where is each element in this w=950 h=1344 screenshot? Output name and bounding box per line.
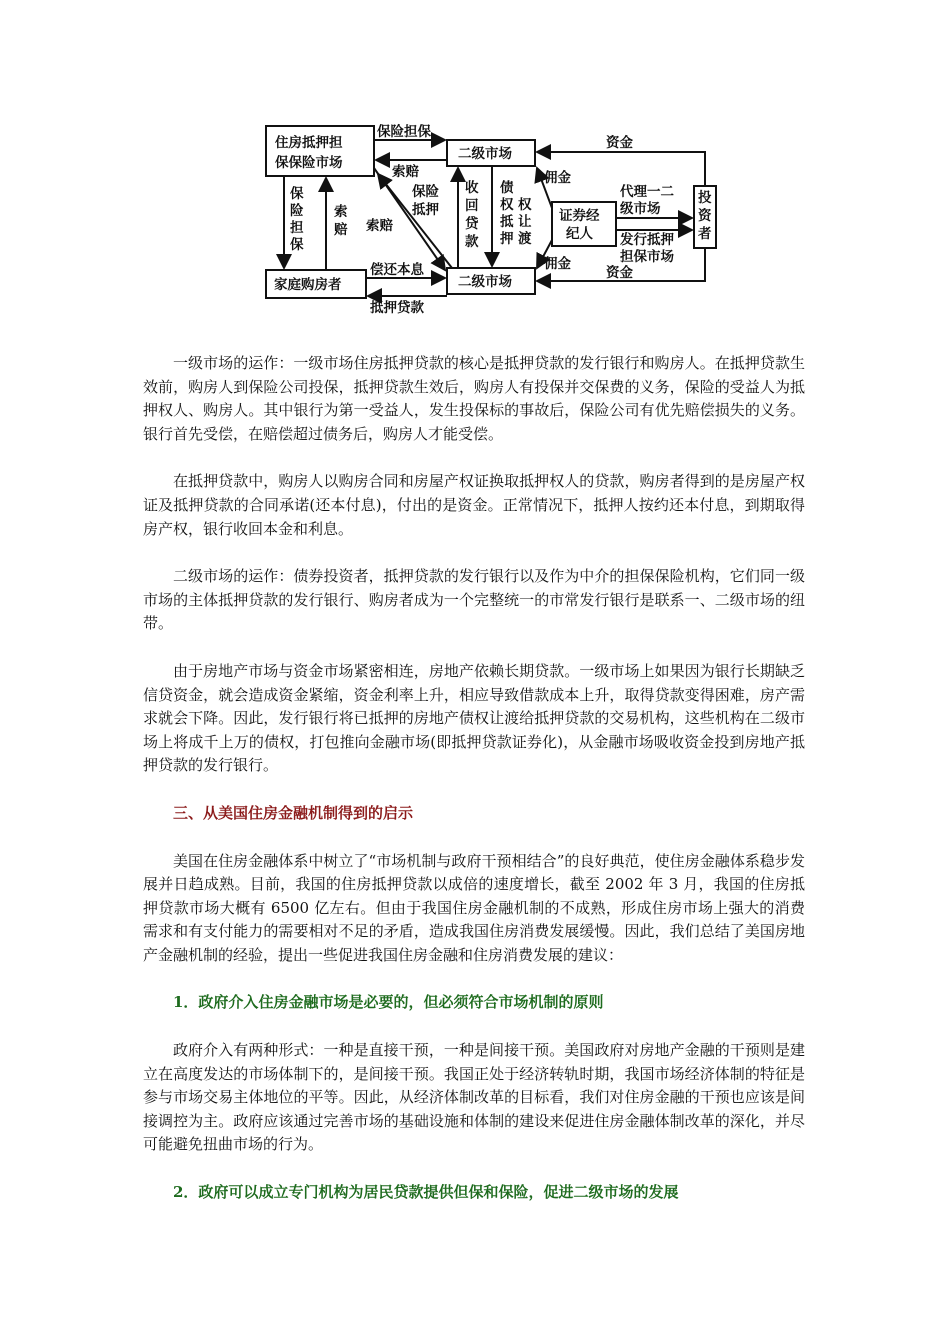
label-claim-diag: 索赔 — [366, 218, 393, 234]
label-fund-bot: 资金 — [606, 265, 633, 281]
label-claim-top: 索赔 — [392, 164, 419, 180]
label-issue-1: 发行抵押 — [620, 232, 674, 248]
investor-label-2: 资 — [698, 208, 712, 224]
paragraph-secondary-market: 二级市场的运作：债券投资者，抵押贷款的发行银行以及作为中介的担保保险机构，它们同一级市场的主体抵押贷款的发行银行、购房者成为一个完整统一的市常发行银行是联系一、二级市场的纽带。 — [143, 567, 805, 633]
label-ins-v-2: 险 — [290, 203, 304, 219]
label-claim-v-2: 赔 — [334, 222, 348, 238]
label-mortgage-loan: 抵押贷款 — [370, 300, 424, 316]
investor-label-3: 者 — [698, 226, 712, 242]
label-ins-diag-2: 抵押 — [412, 202, 439, 218]
label-debt-5: 权 — [518, 197, 532, 213]
subheading-1: 1．政府介入住房金融市场是必要的，但必须符合市场机制的原则 — [173, 993, 604, 1012]
family-buyer-label: 家庭购房者 — [274, 277, 342, 293]
secondary-market-label-top: 二级市场 — [458, 146, 512, 162]
label-collect-1: 收 — [465, 180, 479, 196]
label-fund-top: 资金 — [606, 135, 633, 151]
label-commission-bot: 佣金 — [544, 256, 571, 272]
paragraph-mortgage-loan: 在抵押贷款中，购房人以购房合同和房屋产权证换取抵押权人的贷款，购房者得到的是房屋产权证及抵押贷款的合同承诺(还本付息)，付出的是资金。正常情况下，抵押人按约还本付息，到期取得房产权，银行收回本金和利息。 — [143, 472, 805, 538]
insurance-market-label-2: 保保险市场 — [275, 155, 343, 171]
paragraph-us-model: 美国在住房金融体系中树立了“市场机制与政府干预相结合”的良好典范，使住房金融体系稳步发展并日趋成熟。目前，我国的住房抵押贷款以成倍的速度增长，截至 2002 年 3 月，我国的住房抵押贷款市场大概有 6500 亿左右。但由于我国住房金融机制的不成熟，形成住房市场上强大的消费需求和有支付能力的需要相对不足的矛盾，造成我国住房消费发展缓慢。因此，我们总结了美国房地产金融机制的经验，提出一些促进我国住房金融和住房消费发展的建议： — [143, 851, 805, 964]
paragraph-real-estate-funds: 由于房地产市场与资金市场紧密相连，房地产依赖长期贷款。一级市场上如果因为银行长期缺乏信贷资金，就会造成资金紧缩，资金利率上升，相应导致借款成本上升，取得贷款变得困难，房产需求就会下降。因此，发行银行将已抵押的房地产债权让渡给抵押贷款的交易机构，这些机构在二级市场上将成千上万的债权，打包推向金融市场(即抵押贷款证券化)，从金融市场吸收资金投到房地产抵押贷款的发行银行。 — [143, 661, 805, 775]
label-collect-2: 回 — [465, 198, 479, 214]
document-body — [143, 352, 805, 1229]
label-debt-4: 押 — [500, 231, 514, 247]
label-ins-diag-1: 保险 — [412, 184, 439, 200]
label-agent-2: 级市场 — [620, 201, 661, 217]
label-debt-7: 渡 — [518, 231, 532, 247]
label-debt-3: 抵 — [500, 214, 514, 230]
label-ins-v-4: 保 — [290, 237, 304, 253]
label-agent-1: 代理一二 — [620, 184, 674, 200]
subheading-2: 2．政府可以成立专门机构为居民贷款提供但保和保险，促进二级市场的发展 — [173, 1183, 679, 1202]
label-insurance-guarantee: 保险担保 — [377, 124, 431, 140]
label-claim-v-1: 索 — [334, 204, 348, 220]
label-repay: 偿还本息 — [370, 262, 424, 278]
label-ins-v-3: 担 — [290, 220, 304, 236]
broker-label-1: 证券经 — [559, 208, 600, 224]
primary-market-label: 二级市场 — [458, 274, 512, 290]
broker-label-2: 纪人 — [566, 226, 593, 242]
label-debt-1: 债 — [500, 180, 514, 196]
label-collect-3: 贷 — [465, 216, 479, 232]
investor-label-1: 投 — [698, 190, 712, 206]
label-debt-6: 让 — [518, 214, 532, 230]
insurance-market-label-1: 住房抵押担 — [275, 135, 343, 151]
label-collect-4: 款 — [465, 234, 479, 250]
label-debt-2: 权 — [500, 197, 514, 213]
label-ins-v-1: 保 — [290, 186, 304, 202]
paragraph-government-intervention: 政府介入有两种形式：一种是直接干预，一种是间接干预。美国政府对房地产金融的干预则是建立在高度发达的市场体制下的，是间接干预。我国正处于经济转轨时期，我国市场经济体制的特征是参与市场交易主体地位的平等。因此，从经济体制改革的目标看，我们对住房金融的干预也应该是间接调控为主。政府应该通过完善市场的基础设施和体制的建设来促进住房金融体制改革的深化，并尽可能避免扭曲市场的行为。 — [143, 1041, 805, 1154]
mortgage-market-diagram — [262, 118, 718, 330]
section-heading-3: 三、从美国住房金融机制得到的启示 — [173, 803, 414, 822]
label-issue-2: 担保市场 — [620, 249, 674, 265]
paragraph-primary-market: 一级市场的运作：一级市场住房抵押贷款的核心是抵押贷款的发行银行和购房人。在抵押贷款生效前，购房人到保险公司投保，抵押贷款生效后，购房人有投保并交保费的义务，保险的受益人为抵押权人、购房人。其中银行为第一受益人，发生投保标的事故后，保险公司有优先赔偿损失的义务。银行首先受偿，在赔偿超过债务后，购房人才能受偿。 — [143, 354, 805, 443]
label-commission-top: 佣金 — [544, 170, 571, 186]
